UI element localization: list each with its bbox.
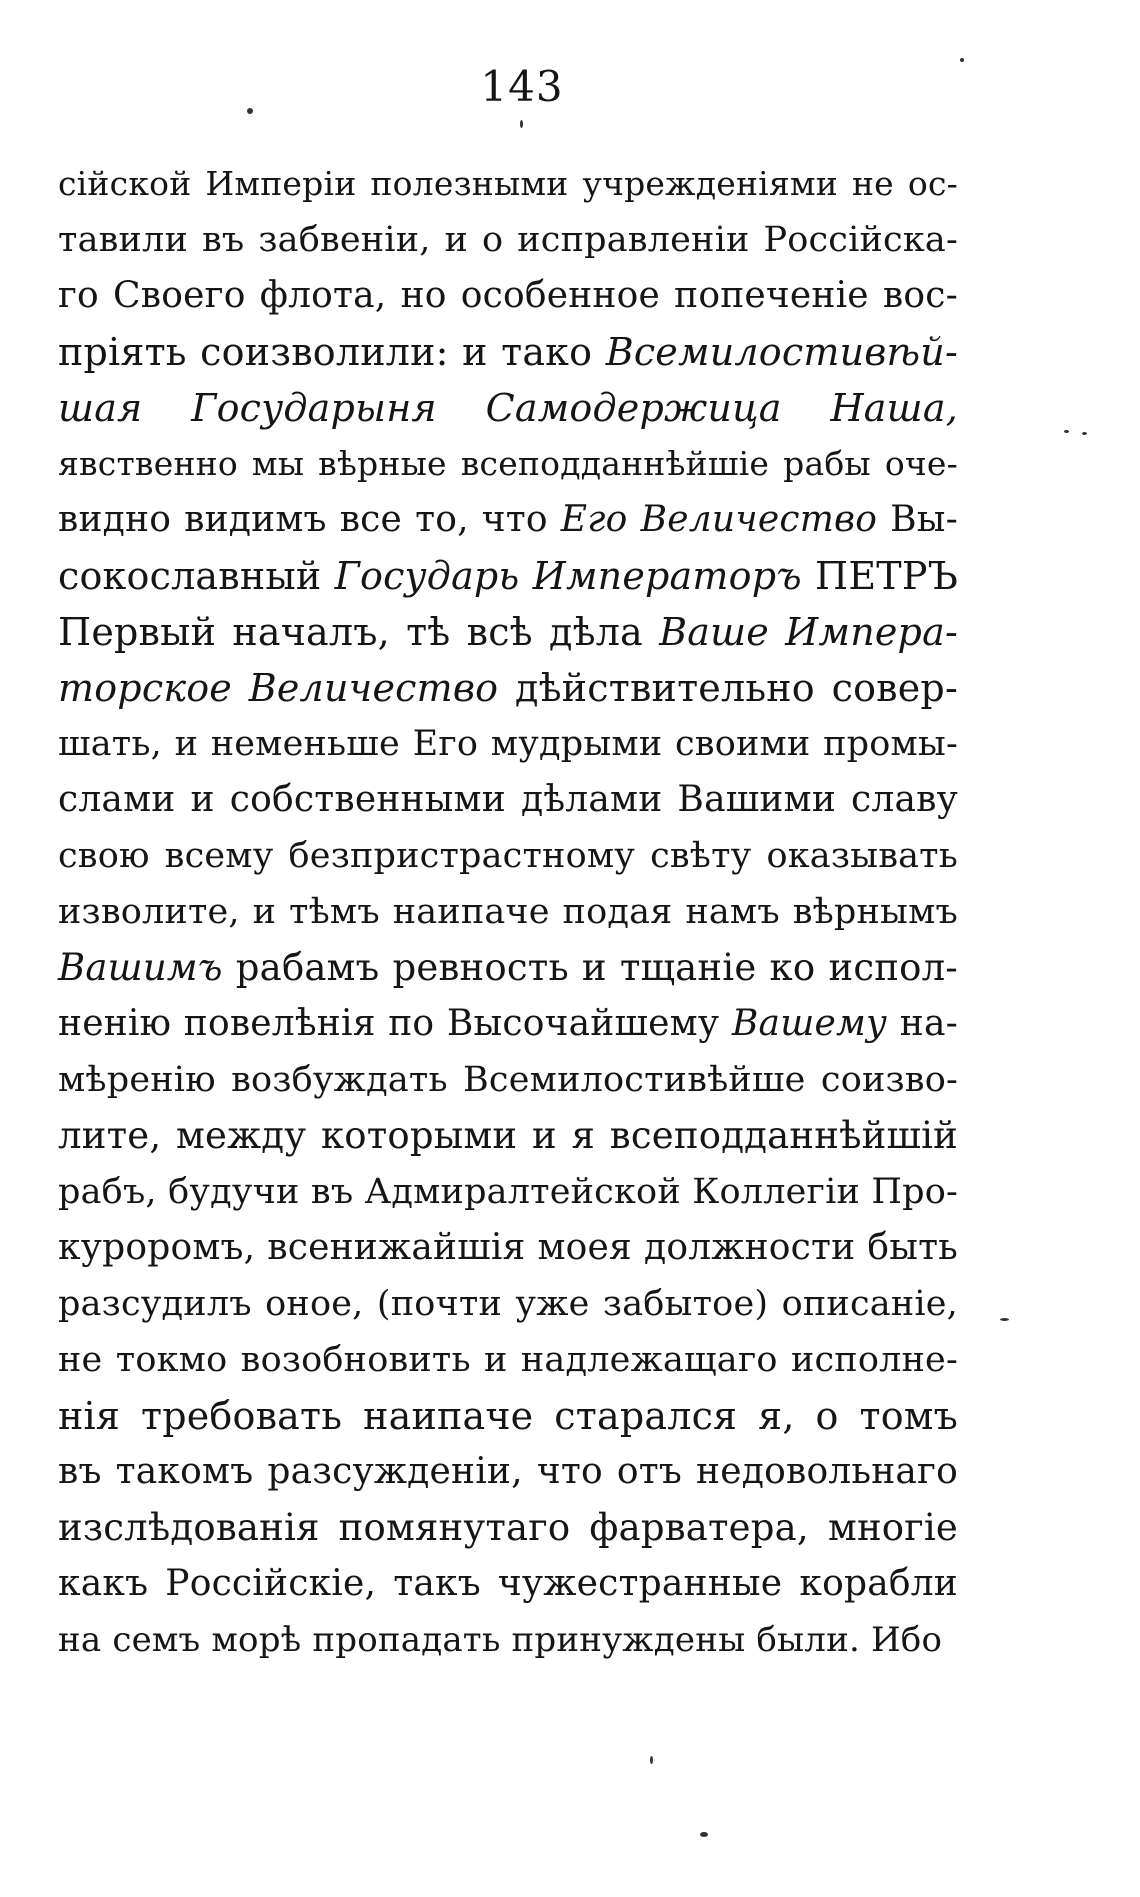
- text-line: [58, 1220, 958, 1276]
- print-speck: [1000, 1318, 1009, 1321]
- text-segment: не токмо возобновить и надлежащаго исполне-: [58, 1340, 958, 1380]
- text-segment: Первый началъ, тѣ всѣ дѣла: [58, 610, 660, 654]
- text-segment: разсудилъ оное, (почти уже забытое) описаніе,: [58, 1284, 958, 1324]
- italic-text-segment: торское Величество: [58, 666, 499, 710]
- text-line: [58, 884, 958, 940]
- text-segment: рабъ, будучи въ Адмиралтейской Коллегіи Про-: [58, 1172, 958, 1212]
- text-line: [58, 660, 958, 716]
- print-speck: [1082, 432, 1087, 435]
- text-line: [58, 1444, 958, 1500]
- text-line: [58, 436, 958, 492]
- text-segment: ненію повелѣнія по Высочайшему: [58, 1003, 732, 1044]
- text-line: [58, 604, 958, 660]
- print-speck: [960, 58, 964, 62]
- text-segment: свою всему безпристрастному свѣту оказывать: [58, 836, 958, 876]
- text-line: [58, 492, 958, 548]
- page-number: 143: [480, 62, 564, 111]
- text-segment: сійской Имперіи полезными учрежденіями не ос-: [58, 164, 958, 203]
- text-line: [58, 1556, 958, 1612]
- text-segment: Вы-: [877, 499, 958, 540]
- text-segment: тавили въ забвеніи, и о исправленіи Россійска-: [58, 220, 958, 260]
- text-segment: куроромъ, всенижайшія моея должности быть: [58, 1227, 958, 1268]
- body-text: [58, 156, 958, 1668]
- text-line: [58, 716, 958, 772]
- text-line: [58, 996, 958, 1052]
- text-segment: въ такомъ разсужденіи, что отъ недовольнаго: [58, 1451, 958, 1492]
- text-segment: изслѣдованія помянутаго фарватера, многіе: [58, 1506, 958, 1549]
- text-segment: мѣренію возбуждать Всемилостивѣйше соизво-: [58, 1060, 958, 1100]
- italic-text-segment: Всемилостивѣй-: [605, 330, 958, 374]
- text-segment: ПЕТРЪ: [801, 554, 958, 598]
- print-speck: [1064, 430, 1069, 433]
- italic-text-segment: Государь Императоръ: [334, 554, 802, 598]
- print-speck: [650, 1756, 653, 1764]
- print-speck: [520, 120, 523, 128]
- text-line: [58, 268, 958, 324]
- text-segment: го Своего флота, но особенное попеченіе вос-: [58, 275, 958, 316]
- text-line: [58, 156, 958, 212]
- text-segment: пріять соизволили: и тако: [58, 330, 606, 374]
- italic-text-segment: шая Государыня Самодержица Наша,: [58, 386, 958, 430]
- text-line: [58, 212, 958, 268]
- text-segment: шать, и неменьше Его мудрыми своими промы-: [58, 724, 958, 764]
- text-segment: рабамъ ревность и тщаніе ко испол-: [222, 946, 958, 989]
- text-line: [58, 1108, 958, 1164]
- print-speck: [700, 1832, 708, 1837]
- text-line: [58, 1612, 958, 1668]
- text-segment: сокославный: [58, 554, 335, 598]
- italic-text-segment: Ваше Импера-: [659, 610, 958, 654]
- text-line: [58, 1388, 958, 1444]
- text-line: [58, 548, 958, 604]
- text-segment: какъ Россійскіе, такъ чужестранные корабли: [58, 1563, 958, 1604]
- text-line: [58, 324, 958, 380]
- text-segment: слами и собственными дѣлами Вашими славу: [58, 779, 958, 820]
- text-segment: на семъ морѣ пропадать принуждены были. Ибо: [58, 1620, 943, 1660]
- text-segment: изволите, и тѣмъ наипаче подая намъ вѣрнымъ: [58, 892, 958, 932]
- text-line: [58, 1164, 958, 1220]
- text-line: [58, 1500, 958, 1556]
- text-line: [58, 1332, 958, 1388]
- text-segment: дѣйствительно совер-: [498, 666, 958, 710]
- text-segment: видно видимъ все то, что: [58, 499, 561, 540]
- text-segment: нія требовать наипаче старался я, о томъ: [58, 1394, 958, 1438]
- italic-text-segment: Вашему: [731, 1003, 888, 1044]
- text-segment: явственно мы вѣрные всеподданнѣйшіе рабы оче-: [58, 444, 958, 483]
- text-line: [58, 828, 958, 884]
- italic-text-segment: Вашимъ: [58, 946, 223, 989]
- text-segment: на-: [887, 1003, 958, 1044]
- text-line: [58, 1276, 958, 1332]
- text-segment: лите, между которыми и я всеподданнѣйшій: [58, 1114, 958, 1157]
- text-line: [58, 772, 958, 828]
- text-line: [58, 1052, 958, 1108]
- print-speck: [247, 108, 253, 114]
- text-line: [58, 380, 958, 436]
- text-line: [58, 940, 958, 996]
- italic-text-segment: Его Величество: [560, 499, 878, 540]
